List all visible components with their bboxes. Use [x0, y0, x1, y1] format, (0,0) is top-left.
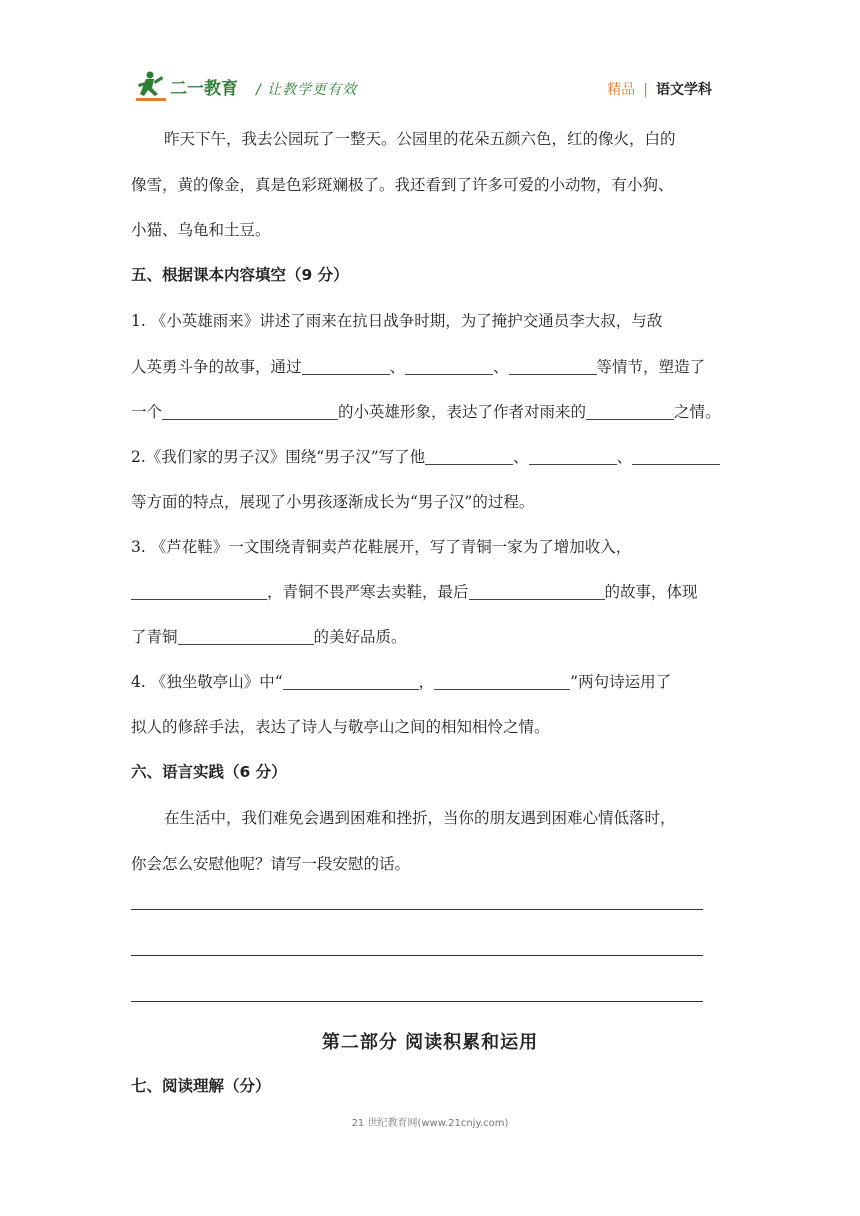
q1-text-d: 等情节，塑造了: [596, 358, 706, 376]
q3-line-2: [131, 580, 698, 602]
passage-line-3: 小猫、乌龟和土豆。: [131, 221, 271, 239]
tag-separator: |: [643, 82, 648, 98]
answer-blank[interactable]: [302, 359, 390, 376]
q4-text-b: ，: [418, 673, 435, 691]
writing-line[interactable]: [131, 1001, 703, 1002]
passage-line-2: 像雪，黄的像金，真是色彩斑斓极了。我还看到了许多可爱的小动物，有小狗、: [131, 176, 674, 194]
answer-blank[interactable]: [405, 359, 493, 376]
answer-blank[interactable]: [632, 449, 720, 466]
q1-text-b: 、: [389, 358, 406, 376]
passage-line-1: 昨天下午，我去公园玩了一整天。公园里的花朵五颜六色，红的像火，白的: [164, 130, 676, 148]
answer-blank[interactable]: [529, 449, 617, 466]
answer-blank[interactable]: [509, 359, 597, 376]
answer-blank[interactable]: [131, 584, 267, 601]
section-6-line-1: 在生活中，我们难免会遇到困难和挫折，当你的朋友遇到困难心情低落时，: [164, 809, 676, 827]
q2-text-b: 、: [513, 448, 529, 466]
q4-line-2: 拟人的修辞手法，表达了诗人与敬亭山之间的相知相怜之情。: [131, 718, 550, 736]
q3-text-b: 的故事，体现: [604, 583, 698, 601]
q3-text-c: 了青铜: [131, 628, 178, 646]
q2-line-2: 等方面的特点，展现了小男孩逐渐成长为“男子汉”的过程。: [131, 493, 535, 511]
q3-line-1: 3. 《芦花鞋》一文围绕青铜卖芦花鞋展开，写了青铜一家为了增加收入，: [131, 538, 632, 556]
writing-line[interactable]: [131, 955, 703, 956]
page-header: [0, 0, 860, 120]
q1-text-e: 一个: [131, 403, 163, 421]
q4-text-a: 4. 《独坐敬亭山》中“: [131, 673, 283, 691]
answer-blank[interactable]: [469, 584, 605, 601]
section-6-title: 六、语言实践（6 分）: [131, 763, 287, 781]
part-2-title: 第二部分 阅读积累和运用: [321, 1032, 539, 1053]
q1-text-f: 的小英雄形象，表达了作者对雨来的: [338, 403, 587, 421]
q1-line-3: [131, 400, 721, 422]
q3-line-3: [131, 625, 407, 647]
header-subject-tag: [607, 79, 712, 99]
q1-text-g: 之情。: [674, 403, 721, 421]
answer-blank[interactable]: [434, 674, 570, 691]
answer-blank[interactable]: [178, 629, 314, 646]
section-5-title: 五、根据课本内容填空（9 分）: [131, 266, 349, 284]
section-7-title: 七、阅读理解（分）: [131, 1077, 271, 1095]
logo-runner-icon: [136, 70, 246, 104]
section-6-line-2: 你会怎么安慰他呢？请写一段安慰的话。: [131, 855, 411, 873]
header-slogan: / 让教学更有效: [256, 82, 358, 98]
q2-text-a: 2.《我们家的男子汉》围绕“男子汉”写了他: [131, 448, 426, 466]
answer-blank[interactable]: [283, 674, 419, 691]
q1-text-a: 人英勇斗争的故事，通过: [131, 358, 302, 376]
answer-blank[interactable]: [586, 404, 674, 421]
q4-text-c: ”两句诗运用了: [570, 673, 672, 691]
writing-line[interactable]: [131, 909, 703, 910]
q1-text-c: 、: [493, 358, 509, 376]
q4-line-1: [131, 670, 671, 692]
page-footer: 21 世纪教育网(www.21cnjy.com): [351, 1118, 509, 1129]
q2-line-1: [131, 445, 720, 467]
answer-blank[interactable]: [162, 404, 338, 421]
q1-line-1: 1. 《小英雄雨来》讲述了雨来在抗日战争时期，为了掩护交通员李大叔，与敌: [131, 312, 663, 330]
q2-text-c: 、: [616, 448, 633, 466]
quality-label: 精品: [607, 82, 636, 98]
q3-text-d: 的美好品质。: [313, 628, 407, 646]
q3-text-a: ，青铜不畏严寒去卖鞋，最后: [267, 583, 469, 601]
q1-line-2: [131, 355, 705, 377]
logo-text: 二一教育: [170, 79, 238, 99]
answer-blank[interactable]: [425, 449, 513, 466]
subject-label: 语文学科: [656, 82, 712, 98]
